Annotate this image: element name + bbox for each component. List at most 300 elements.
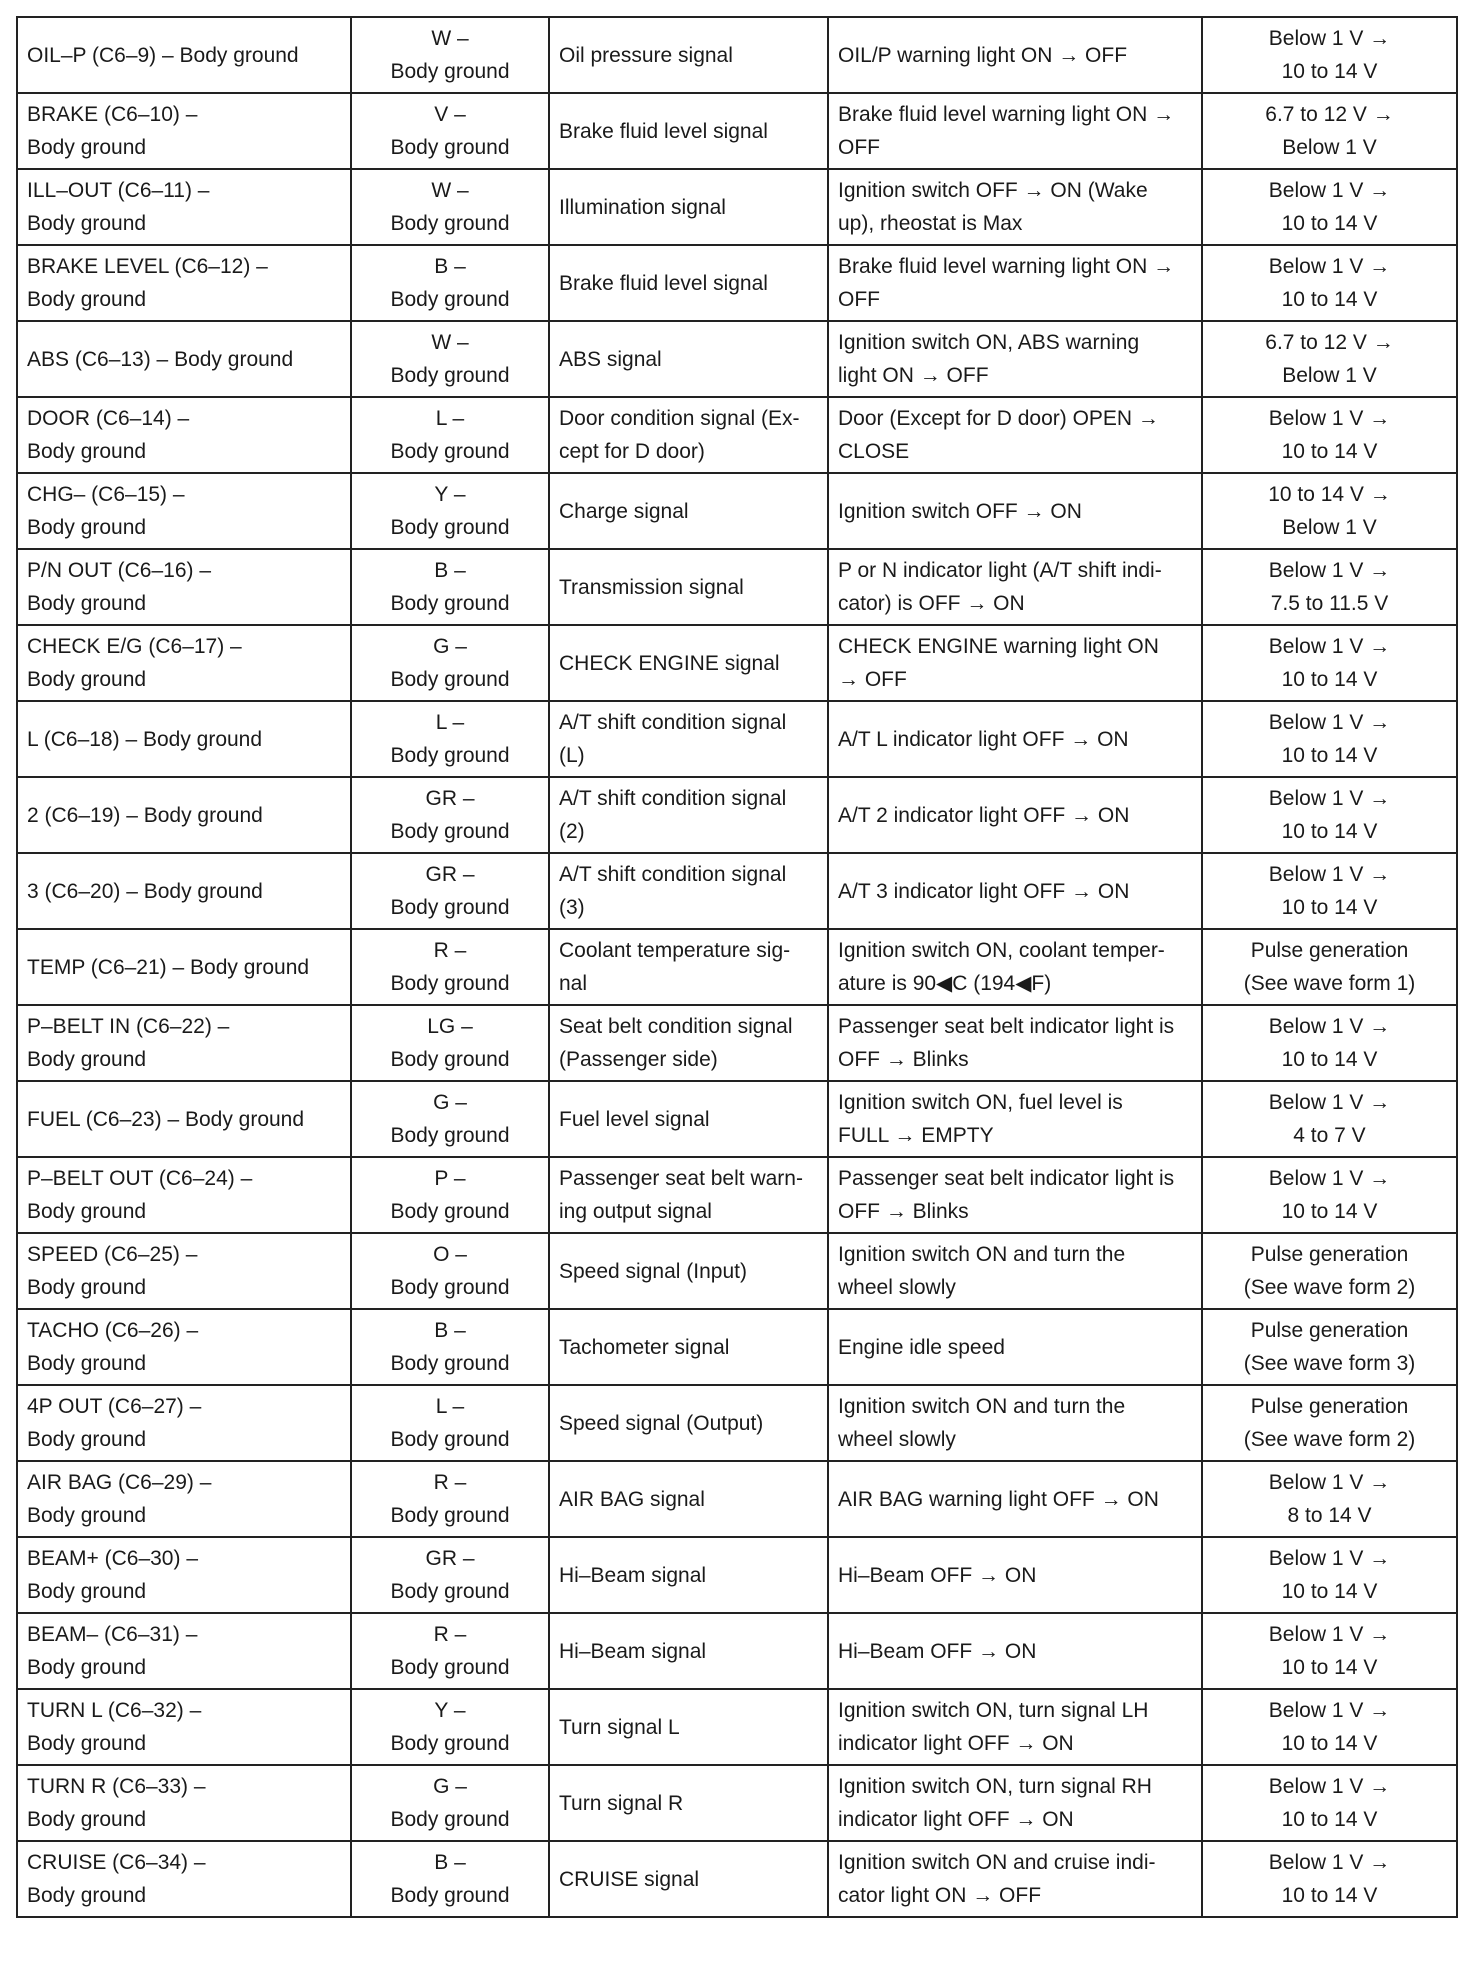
description-cell [549,777,828,853]
cell-text-line: 3 (C6–20) – Body ground [27,879,263,903]
table-row [17,1537,1457,1613]
cell-text-line: A/T 3 indicator light OFF → ON [838,879,1130,903]
terminal-cell [17,245,351,321]
wire-color-cell [351,321,549,397]
cell-text-line: Engine idle speed [838,1335,1005,1359]
cell-text-line: Below 1 V → [1268,635,1391,658]
cell-text-line: Body ground [27,1428,147,1451]
cell-text-line: wheel slowly [838,1276,956,1299]
cell-text-line: Below 1 V [1282,136,1377,159]
cell-text-line: Below 1 V → [1268,1167,1391,1190]
terminal-cell [17,17,351,93]
condition-cell [828,1537,1202,1613]
specified-condition-cell [1202,929,1457,1005]
cell-text-line: B – [434,255,466,278]
cell-text-line: Body ground [390,820,510,843]
cell-text-line: Brake fluid level signal [559,119,768,143]
specified-condition-cell [1202,853,1457,929]
description-cell [549,549,828,625]
condition-cell [828,1461,1202,1537]
cell-text-line: Passenger seat belt indicator light is [838,1015,1175,1038]
cell-text-line: cator) is OFF → ON [838,592,1025,615]
specified-condition-cell [1202,777,1457,853]
specified-condition-cell [1202,93,1457,169]
cell-text-line: L – [435,1395,465,1418]
cell-text-line: Body ground [27,516,147,539]
cell-text-line: Below 1 V → [1268,711,1391,734]
cell-text-line: OFF → Blinks [838,1048,969,1071]
table-row [17,1765,1457,1841]
cell-text-line: ing output signal [559,1200,712,1223]
cell-text-line: DOOR (C6–14) – [27,407,190,430]
cell-text-line: Hi–Beam signal [559,1639,707,1663]
description-cell [549,1613,828,1689]
cell-text-line: TEMP (C6–21) – Body ground [27,955,310,979]
cell-text-line: Below 1 V → [1268,559,1391,582]
cell-text-line: Body ground [27,440,147,463]
cell-text-line: L – [435,711,465,734]
document-page [16,16,1458,1918]
cell-text-line: light ON → OFF [838,364,989,387]
cell-text-line: indicator light OFF → ON [838,1808,1074,1831]
cell-text-line: Hi–Beam OFF → ON [838,1563,1037,1587]
terminal-cell [17,1841,351,1917]
cell-text-line: Ignition switch ON, ABS warning [838,331,1140,354]
table-row [17,549,1457,625]
cell-text-line: ature is 90◀C (194◀F) [838,972,1052,995]
table-row [17,1841,1457,1917]
cell-text-line: TURN L (C6–32) – [27,1699,202,1722]
condition-cell [828,853,1202,929]
cell-text-line: Below 1 V [1282,516,1377,539]
wire-color-cell [351,1689,549,1765]
table-row [17,1081,1457,1157]
table-row [17,93,1457,169]
condition-cell [828,397,1202,473]
cell-text-line: Body ground [390,1580,510,1603]
table-row [17,17,1457,93]
cell-text-line: ABS (C6–13) – Body ground [27,347,294,371]
cell-text-line: Below 1 V → [1268,1851,1391,1874]
cell-text-line: Below 1 V → [1268,787,1391,810]
cell-text-line: Body ground [390,1200,510,1223]
table-row [17,853,1457,929]
cell-text-line: 10 to 14 V → [1268,483,1391,506]
specified-condition-cell [1202,1081,1457,1157]
cell-text-line: Pulse generation [1250,1319,1409,1342]
cell-text-line: W – [431,27,469,50]
cell-text-line: Below 1 V → [1268,1015,1391,1038]
description-cell [549,625,828,701]
cell-text-line: Speed signal (Output) [559,1411,764,1435]
cell-text-line: BEAM+ (C6–30) – [27,1547,198,1570]
condition-cell [828,1081,1202,1157]
specified-condition-cell [1202,1309,1457,1385]
terminal-cell [17,549,351,625]
cell-text-line: Body ground [390,288,510,311]
cell-text-line: Body ground [390,972,510,995]
cell-text-line: 10 to 14 V [1281,440,1378,463]
cell-text-line: ABS signal [559,347,662,371]
description-cell [549,1233,828,1309]
cell-text-line: up), rheostat is Max [838,212,1023,235]
wire-color-cell [351,245,549,321]
table-row [17,245,1457,321]
cell-text-line: Body ground [27,1808,147,1831]
terminal-cell [17,1309,351,1385]
cell-text-line: CRUISE signal [559,1867,700,1891]
cell-text-line: Body ground [390,1124,510,1147]
cell-text-line: 10 to 14 V [1281,212,1378,235]
cell-text-line: W – [431,179,469,202]
cell-text-line: GR – [425,1547,475,1570]
terminal-cell [17,701,351,777]
cell-text-line: Body ground [390,1428,510,1451]
cell-text-line: indicator light OFF → ON [838,1732,1074,1755]
table-row [17,1233,1457,1309]
cell-text-line: Y – [434,483,466,506]
condition-cell [828,1157,1202,1233]
cell-text-line: 10 to 14 V [1281,744,1378,767]
cell-text-line: R – [433,1623,467,1646]
cell-text-line: Body ground [390,60,510,83]
cell-text-line: P–BELT OUT (C6–24) – [27,1167,253,1190]
description-cell [549,701,828,777]
terminal-cell [17,169,351,245]
cell-text-line: Ignition switch ON and cruise indi- [838,1851,1156,1874]
wire-color-cell [351,1385,549,1461]
cell-text-line: BRAKE LEVEL (C6–12) – [27,255,268,278]
cell-text-line: Speed signal (Input) [559,1259,747,1283]
cell-text-line: Below 1 V → [1268,1699,1391,1722]
specified-condition-cell [1202,1233,1457,1309]
cell-text-line: Body ground [27,1048,147,1071]
description-cell [549,169,828,245]
cell-text-line: 4P OUT (C6–27) – [27,1395,202,1418]
cell-text-line: Body ground [27,1580,147,1603]
description-cell [549,1689,828,1765]
cell-text-line: Door condition signal (Ex- [559,407,800,430]
cell-text-line: 8 to 14 V [1287,1504,1372,1527]
table-row [17,1157,1457,1233]
cell-text-line: ILL–OUT (C6–11) – [27,179,210,202]
cell-text-line: Body ground [390,1656,510,1679]
cell-text-line: Body ground [390,364,510,387]
wire-color-cell [351,929,549,1005]
terminal-cell [17,397,351,473]
cell-text-line: Body ground [390,212,510,235]
cell-text-line: P/N OUT (C6–16) – [27,559,212,582]
cell-text-line: Brake fluid level warning light ON → [838,255,1175,278]
cell-text-line: Pulse generation [1250,1395,1409,1418]
terminal-cell [17,321,351,397]
cell-text-line: B – [434,1319,466,1342]
table-row [17,625,1457,701]
wire-color-cell [351,1537,549,1613]
cell-text-line: BEAM– (C6–31) – [27,1623,198,1646]
condition-cell [828,1385,1202,1461]
wire-color-cell [351,549,549,625]
terminal-cell [17,853,351,929]
cell-text-line: (3) [559,896,585,919]
wire-color-cell [351,17,549,93]
cell-text-line: CHECK E/G (C6–17) – [27,635,242,658]
cell-text-line: 10 to 14 V [1281,60,1378,83]
condition-cell [828,1765,1202,1841]
description-cell [549,1765,828,1841]
cell-text-line: Body ground [27,288,147,311]
cell-text-line: O – [433,1243,467,1266]
cell-text-line: Seat belt condition signal [559,1015,793,1038]
condition-cell [828,1613,1202,1689]
cell-text-line: 2 (C6–19) – Body ground [27,803,263,827]
cell-text-line: P – [434,1167,466,1190]
condition-cell [828,549,1202,625]
wire-color-cell [351,397,549,473]
terminal-cell [17,1081,351,1157]
cell-text-line: Body ground [390,1276,510,1299]
description-cell [549,245,828,321]
cell-text-line: (See wave form 3) [1243,1352,1416,1375]
cell-text-line: LG – [427,1015,473,1038]
cell-text-line: FUEL (C6–23) – Body ground [27,1107,305,1131]
condition-cell [828,169,1202,245]
wire-color-cell [351,1461,549,1537]
cell-text-line: AIR BAG signal [559,1487,705,1511]
cell-text-line: G – [433,635,467,658]
specified-condition-cell [1202,549,1457,625]
cell-text-line: V – [434,103,466,126]
condition-cell [828,1005,1202,1081]
condition-cell [828,1233,1202,1309]
cell-text-line: Body ground [27,1276,147,1299]
table-row [17,929,1457,1005]
condition-cell [828,473,1202,549]
cell-text-line: GR – [425,787,475,810]
cell-text-line: Brake fluid level warning light ON → [838,103,1175,126]
cell-text-line: CHECK ENGINE signal [559,651,780,675]
cell-text-line: Ignition switch OFF → ON (Wake [838,179,1148,202]
cell-text-line: Body ground [27,136,147,159]
cell-text-line: Ignition switch ON, fuel level is [838,1091,1123,1114]
wire-color-cell [351,701,549,777]
cell-text-line: (L) [559,744,585,767]
cell-text-line: Body ground [27,1352,147,1375]
cell-text-line: (See wave form 2) [1243,1428,1416,1451]
condition-cell [828,1309,1202,1385]
cell-text-line: Body ground [27,668,147,691]
cell-text-line: OFF [838,136,880,159]
cell-text-line: Ignition switch ON, turn signal LH [838,1699,1149,1722]
cell-text-line: Hi–Beam OFF → ON [838,1639,1037,1663]
table-body [17,17,1457,1917]
cell-text-line: CRUISE (C6–34) – [27,1851,206,1874]
specified-condition-cell [1202,1461,1457,1537]
cell-text-line: 10 to 14 V [1281,1580,1378,1603]
cell-text-line: Body ground [390,1504,510,1527]
description-cell [549,1005,828,1081]
wire-color-cell [351,853,549,929]
wire-color-cell [351,1157,549,1233]
wire-color-cell [351,625,549,701]
cell-text-line: cept for D door) [559,440,705,463]
cell-text-line: Passenger seat belt indicator light is [838,1167,1175,1190]
condition-cell [828,1689,1202,1765]
table-row [17,473,1457,549]
specified-condition-cell [1202,1689,1457,1765]
terminal-cell [17,1765,351,1841]
description-cell [549,853,828,929]
wire-color-cell [351,1613,549,1689]
cell-text-line: W – [431,331,469,354]
condition-cell [828,1841,1202,1917]
cell-text-line: (See wave form 1) [1243,972,1416,995]
cell-text-line: OFF [838,288,880,311]
cell-text-line: 10 to 14 V [1281,896,1378,919]
cell-text-line: Tachometer signal [559,1335,730,1359]
wire-color-cell [351,1765,549,1841]
condition-cell [828,93,1202,169]
cell-text-line: Body ground [27,212,147,235]
cell-text-line: Body ground [27,1732,147,1755]
cell-text-line: OFF → Blinks [838,1200,969,1223]
cell-text-line: Turn signal R [559,1791,684,1815]
terminal-cell [17,1537,351,1613]
table-row [17,169,1457,245]
description-cell [549,473,828,549]
specified-condition-cell [1202,1613,1457,1689]
cell-text-line: Passenger seat belt warn- [559,1167,803,1190]
cell-text-line: 10 to 14 V [1281,1884,1378,1907]
table-row [17,1461,1457,1537]
cell-text-line: Ignition switch ON and turn the [838,1243,1126,1266]
cell-text-line: 7.5 to 11.5 V [1270,592,1389,615]
wire-color-cell [351,1233,549,1309]
cell-text-line: A/T 2 indicator light OFF → ON [838,803,1130,827]
wire-color-cell [351,1841,549,1917]
cell-text-line: Body ground [390,1352,510,1375]
specified-condition-cell [1202,1157,1457,1233]
description-cell [549,321,828,397]
specified-condition-cell [1202,321,1457,397]
cell-text-line: Hi–Beam signal [559,1563,707,1587]
cell-text-line: cator light ON → OFF [838,1884,1042,1907]
terminal-cell [17,1689,351,1765]
cell-text-line: Body ground [27,1656,147,1679]
condition-cell [828,17,1202,93]
condition-cell [828,625,1202,701]
description-cell [549,929,828,1005]
cell-text-line: L (C6–18) – Body ground [27,727,263,751]
cell-text-line: Body ground [390,896,510,919]
cell-text-line: A/T L indicator light OFF → ON [838,727,1129,751]
cell-text-line: Oil pressure signal [559,43,733,67]
condition-cell [828,929,1202,1005]
cell-text-line: OIL/P warning light ON → OFF [838,43,1128,67]
cell-text-line: 6.7 to 12 V → [1265,331,1394,354]
specified-condition-cell [1202,1385,1457,1461]
cell-text-line: Turn signal L [559,1715,680,1739]
description-cell [549,1309,828,1385]
cell-text-line: AIR BAG (C6–29) – [27,1471,212,1494]
cell-text-line: G – [433,1775,467,1798]
cell-text-line: R – [433,1471,467,1494]
table-row [17,397,1457,473]
table-row [17,1613,1457,1689]
wire-color-cell [351,93,549,169]
cell-text-line: Body ground [390,516,510,539]
cell-text-line: TACHO (C6–26) – [27,1319,199,1342]
description-cell [549,1385,828,1461]
cell-text-line: Below 1 V → [1268,407,1391,430]
terminal-cell [17,473,351,549]
table-row [17,701,1457,777]
cell-text-line: A/T shift condition signal [559,711,787,734]
specified-condition-cell [1202,473,1457,549]
cell-text-line: Coolant temperature sig- [559,939,791,962]
cell-text-line: Below 1 V [1282,364,1377,387]
cell-text-line: Body ground [27,592,147,615]
cell-text-line: Ignition switch ON and turn the [838,1395,1126,1418]
cell-text-line: Below 1 V → [1268,1623,1391,1646]
terminal-cell [17,929,351,1005]
cell-text-line: Below 1 V → [1268,1091,1391,1114]
cell-text-line: Illumination signal [559,195,726,219]
cell-text-line: SPEED (C6–25) – [27,1243,198,1266]
description-cell [549,397,828,473]
cell-text-line: → OFF [838,668,907,691]
cell-text-line: Body ground [390,1048,510,1071]
cell-text-line: CLOSE [838,440,910,463]
cell-text-line: 10 to 14 V [1281,288,1378,311]
cell-text-line: (Passenger side) [559,1048,718,1071]
description-cell [549,1157,828,1233]
cell-text-line: CHECK ENGINE warning light ON [838,635,1159,658]
specified-condition-cell [1202,1765,1457,1841]
cell-text-line: Body ground [390,744,510,767]
terminal-cell [17,1233,351,1309]
cell-text-line: Body ground [390,440,510,463]
terminal-cell [17,1005,351,1081]
specified-condition-cell [1202,397,1457,473]
table-row [17,1309,1457,1385]
cell-text-line: R – [433,939,467,962]
terminal-cell [17,625,351,701]
cell-text-line: Below 1 V → [1268,27,1391,50]
description-cell [549,1081,828,1157]
cell-text-line: Fuel level signal [559,1107,710,1131]
description-cell [549,1841,828,1917]
cell-text-line: 10 to 14 V [1281,1048,1378,1071]
cell-text-line: 10 to 14 V [1281,820,1378,843]
cell-text-line: B – [434,559,466,582]
specified-condition-cell [1202,701,1457,777]
cell-text-line: Below 1 V → [1268,1471,1391,1494]
terminal-cell [17,93,351,169]
cell-text-line: (2) [559,820,585,843]
cell-text-line: Ignition switch ON, coolant temper- [838,939,1165,962]
condition-cell [828,245,1202,321]
table-row [17,1689,1457,1765]
cell-text-line: 10 to 14 V [1281,1200,1378,1223]
cell-text-line: FULL → EMPTY [838,1124,994,1147]
specified-condition-cell [1202,245,1457,321]
cell-text-line: Body ground [27,1884,147,1907]
description-cell [549,93,828,169]
cell-text-line: Below 1 V → [1268,179,1391,202]
cell-text-line: Ignition switch OFF → ON [838,499,1082,523]
cell-text-line: 4 to 7 V [1293,1124,1366,1147]
